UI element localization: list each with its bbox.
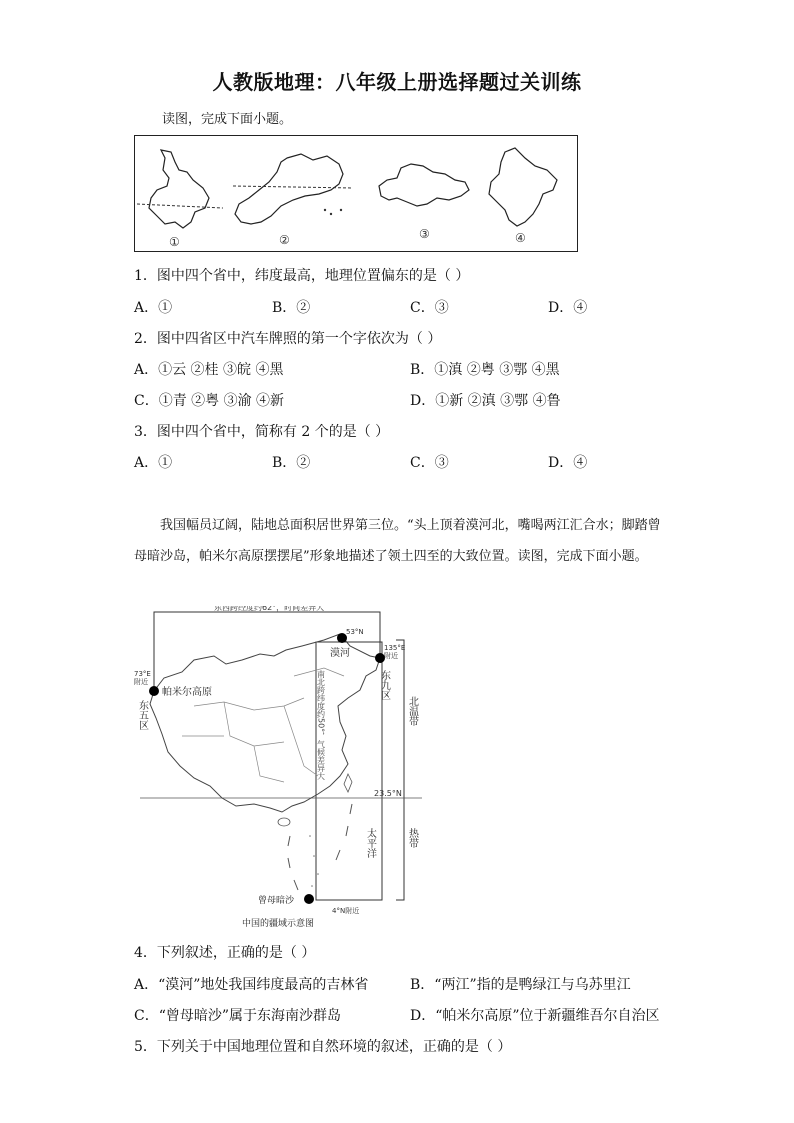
china-territory-map — [134, 606, 424, 936]
question-1-option-d: D．④ — [548, 300, 588, 316]
north-south-span-box — [316, 642, 382, 900]
question-3-option-c: C．③ — [410, 455, 449, 471]
tropical-zone-label: 热带 — [406, 828, 418, 848]
lon-135-near-label: 附近 — [384, 652, 398, 660]
province-outline-2 — [235, 154, 343, 224]
lat-53-label: 53°N — [346, 628, 364, 636]
question-2-option-a: A．①云 ②桂 ③皖 ④黑 — [134, 362, 284, 378]
page-title: 人教版地理：八年级上册选择题过关训练 — [212, 70, 582, 94]
north-temperate-label: 北温带 — [406, 696, 418, 726]
hainan-island — [278, 818, 290, 826]
zengmu-label: 曾母暗沙 — [258, 896, 295, 906]
section1-intro: 读图，完成下面小题。 — [162, 112, 293, 127]
lat-4-label: 4°N附近 — [332, 907, 360, 915]
question-4-option-b: B．“两江”指的是鸭绿江与乌苏里江 — [410, 977, 631, 993]
map-label-4: ④ — [515, 231, 526, 245]
province-outline-3 — [379, 164, 469, 206]
mohe-label: 漠河 — [330, 648, 350, 659]
province-outline-4 — [489, 148, 557, 226]
lon-135-label: 135°E — [384, 644, 406, 652]
lon-73-near-label: 附近 — [134, 678, 148, 686]
pacific-label: 太平洋 — [364, 828, 376, 858]
ns-span-label: 南北跨纬度约50°，气候差异大 — [316, 670, 326, 781]
east-west-span-note: 东西跨经度约62°，时间差异大 — [214, 606, 325, 612]
map-label-2: ② — [279, 233, 290, 247]
south-sea-dashes — [288, 804, 352, 890]
question-4-option-d: D．“帕米尔高原”位于新疆维吾尔自治区 — [410, 1008, 660, 1024]
map-label-3: ③ — [419, 227, 430, 241]
question-2-option-b: B．①滇 ②粤 ③鄂 ④黑 — [410, 362, 560, 378]
question-2: 2．图中四省区中汽车牌照的第一个字依次为（ ） — [134, 331, 442, 347]
question-2-option-c: C．①青 ②粤 ③渝 ④新 — [134, 393, 285, 409]
lon-73-label: 73°E — [134, 670, 151, 678]
question-3-option-d: D．④ — [548, 455, 588, 471]
province-outline-map — [134, 135, 578, 252]
question-3-option-a: A．① — [134, 455, 173, 471]
map-label-1: ① — [169, 235, 180, 249]
zengmu-point — [304, 894, 314, 904]
question-4-option-c: C．“曾母暗沙”属于东海南沙群岛 — [134, 1008, 342, 1024]
province-outline-1 — [149, 150, 209, 228]
question-2-option-d: D．①新 ②滇 ③鄂 ④鲁 — [410, 393, 561, 409]
china-territory-svg — [134, 606, 424, 936]
pamir-point — [149, 686, 159, 696]
china-outline — [150, 634, 380, 812]
tropic-label: 23.5°N — [374, 789, 402, 798]
question-3-option-b: B．② — [272, 455, 311, 471]
question-4: 4．下列叙述，正确的是（ ） — [134, 945, 316, 961]
map-caption: 中国的疆域示意图 — [242, 919, 315, 929]
pamir-label: 帕米尔高原 — [162, 687, 212, 698]
climate-zone-bracket — [396, 640, 404, 900]
section2-paragraph: 我国幅员辽阔，陆地总面积居世界第三位。“头上顶着漠河北，嘴喝两江汇合水；脚踏曾母暗沙岛，帕米尔高原摆摆尾”形象地描述了领土四至的大致位置。读图，完成下面小题。 — [134, 518, 661, 564]
question-3: 3．图中四个省中，简称有 2 个的是（ ） — [134, 424, 390, 440]
question-1: 1．图中四个省中，纬度最高，地理位置偏东的是（ ） — [134, 268, 470, 284]
west-zone-label: 东五区 — [136, 700, 148, 730]
question-1-option-b: B．② — [272, 300, 311, 316]
taiwan-island — [344, 774, 352, 792]
question-4-option-a: A．“漠河”地处我国纬度最高的吉林省 — [134, 977, 369, 993]
question-1-option-c: C．③ — [410, 300, 449, 316]
question-5: 5．下列关于中国地理位置和自然环境的叙述，正确的是（ ） — [134, 1039, 512, 1055]
question-1-option-a: A．① — [134, 300, 173, 316]
east-zone-label: 东九区 — [378, 670, 390, 700]
province-outline-svg — [135, 136, 577, 251]
